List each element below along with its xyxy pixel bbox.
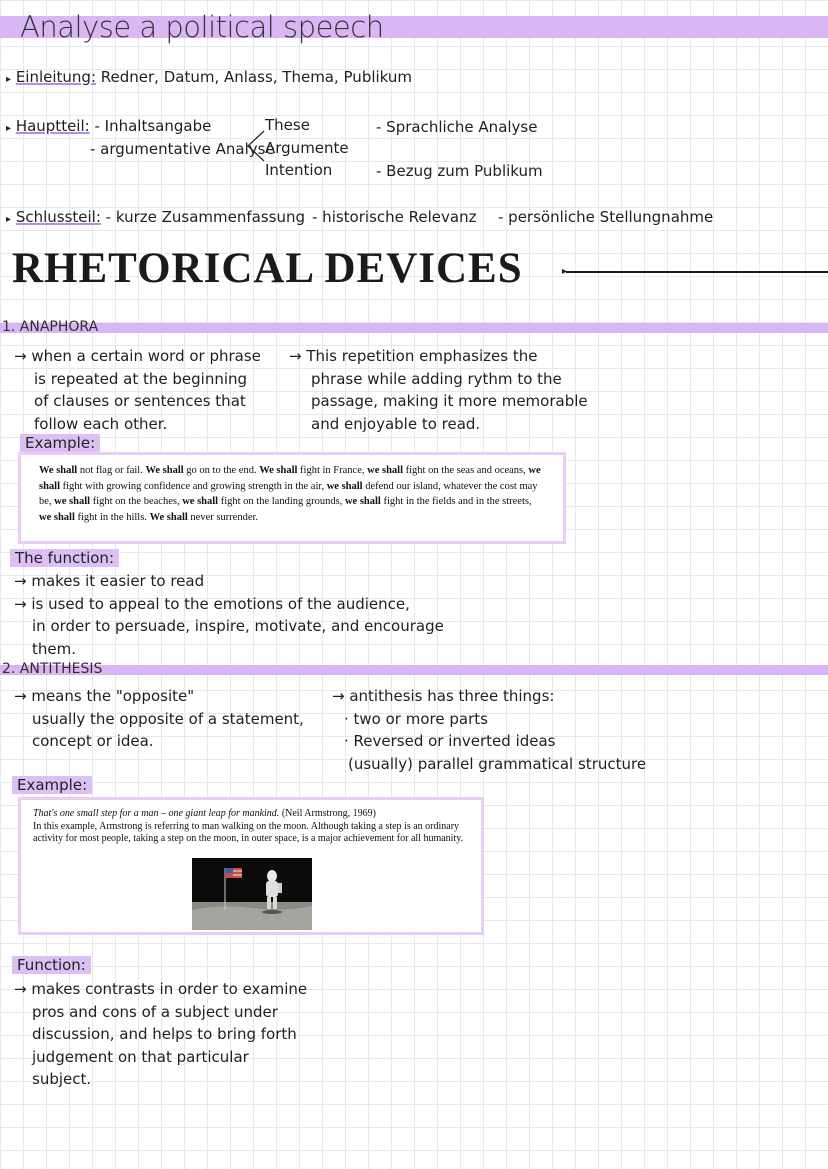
antithesis-function-line: subject.: [32, 1070, 92, 1088]
rhetorical-devices-heading: RHETORICAL DEVICES: [12, 245, 523, 292]
schlussteil-item3: - persönliche Stellungnahme: [498, 208, 714, 226]
schlussteil-item1: - kurze Zusammenfassung: [105, 208, 306, 226]
anaphora-effect-line: → This repetition emphasizes the: [289, 347, 538, 365]
antithesis-bar: [0, 665, 828, 675]
antithesis-things: [332, 685, 646, 775]
antithesis-things-line: (usually) parallel grammatical structure: [348, 754, 647, 773]
anaphora-function: [14, 570, 444, 660]
einleitung-text: Redner, Datum, Anlass, Thema, Publikum: [100, 68, 413, 86]
antithesis-function: [14, 978, 307, 1091]
branch-intention: Intention: [265, 161, 333, 179]
antithesis-function-line: pros and cons of a subject under: [32, 1002, 278, 1021]
antithesis-function-line: judgement on that particular: [32, 1047, 249, 1066]
anaphora-example-label: Example:: [20, 434, 100, 452]
anaphora-example-box: [18, 452, 566, 544]
branch-argumente: Argumente: [265, 139, 349, 157]
hauptteil-item2: - argumentative Analyse: [90, 140, 275, 158]
einleitung-label: Einleitung:: [15, 68, 96, 86]
antithesis-things-line: · Reversed or inverted ideas: [344, 732, 556, 750]
anaphora-def-line: follow each other.: [34, 414, 168, 433]
anaphora-function-line: → is used to appeal to the emotions of the audience,: [14, 594, 410, 613]
sprachliche-analyse: - Sprachliche Analyse: [376, 118, 538, 136]
antithesis-explanation: In this example, Armstrong is referring to man walking on the moon. Although taking a step is an ordinary activity for most people, taking a step on the moon, in outer space, is a major achievement for all humanity.: [33, 820, 464, 844]
hauptteil-label: Hauptteil:: [15, 117, 90, 135]
anaphora-function-line: in order to persuade, inspire, motivate, and encourage: [32, 617, 444, 635]
anaphora-def-line: is repeated at the beginning: [34, 369, 248, 388]
anaphora-function-line: → makes it easier to read: [14, 572, 205, 590]
anaphora-def-line: → when a certain word or phrase: [14, 347, 261, 365]
schlussteil-row: ▸ Schlussteil: - kurze Zusammenfassung: [6, 208, 306, 226]
schlussteil-item2: - historische Relevanz: [312, 208, 477, 226]
antithesis-example-label: Example:: [12, 776, 92, 794]
moon-landing-image: [192, 858, 312, 930]
antithesis-label: 2. ANTITHESIS: [2, 661, 103, 677]
anaphora-example-text: We shall not flag or fail. We shall go on to the end. We shall fight in France, we shall fight on the seas and oceans, we shall fight with growing confidence and growing strength in the air, we shall defend our island, whatever the cost may be, we shall fight on the beaches, we shall fight on the landing grounds, we shall fight in the fields and in the streets, we shall fight in the hills. We shall never surrender.: [39, 465, 541, 523]
anaphora-effect: [289, 345, 588, 435]
antithesis-example-box: [18, 797, 484, 935]
anaphora-function-line: them.: [32, 639, 76, 658]
antithesis-function-label: Function:: [12, 956, 91, 974]
einleitung-row: ▸ Einleitung: Redner, Datum, Anlass, Thema, Publikum: [6, 68, 413, 86]
antithesis-def-line: → means the "opposite": [14, 687, 195, 705]
antithesis-definition: [14, 685, 304, 753]
anaphora-label: 1. ANAPHORA: [2, 319, 99, 335]
hauptteil-item1: - Inhaltsangabe: [94, 117, 212, 135]
antithesis-function-line: discussion, and helps to bring forth: [32, 1025, 297, 1043]
schlussteil-label: Schlussteil:: [15, 208, 101, 226]
anaphora-effect-line: and enjoyable to read.: [311, 414, 481, 433]
antithesis-attribution: (Neil Armstrong, 1969): [281, 808, 376, 819]
antithesis-quote: That's one small step for a man – one giant leap for mankind.: [33, 808, 280, 819]
hauptteil-row: ▸ Hauptteil: - Inhaltsangabe: [6, 117, 212, 135]
page-title: Analyse a political speech: [20, 10, 384, 44]
antithesis-def-line: concept or idea.: [32, 732, 154, 750]
anaphora-def-line: of clauses or sentences that: [34, 392, 246, 410]
heading-arrow-icon: ▸: [562, 266, 568, 277]
anaphora-effect-line: passage, making it more memorable: [311, 392, 588, 410]
antithesis-def-line: usually the opposite of a statement,: [32, 709, 304, 728]
antithesis-things-line: · two or more parts: [344, 709, 488, 728]
anaphora-effect-line: phrase while adding rythm to the: [311, 369, 562, 388]
bezug-publikum: - Bezug zum Publikum: [376, 162, 543, 180]
anaphora-function-label: The function:: [10, 549, 119, 567]
antithesis-quote-line: [33, 808, 469, 821]
branch-bracket: [244, 128, 266, 164]
anaphora-definition: [14, 345, 261, 435]
heading-rule: [566, 271, 828, 273]
anaphora-bar: [0, 323, 828, 333]
branch-these: These: [265, 116, 310, 134]
antithesis-function-line: → makes contrasts in order to examine: [14, 980, 308, 998]
antithesis-things-line: → antithesis has three things:: [332, 687, 555, 705]
